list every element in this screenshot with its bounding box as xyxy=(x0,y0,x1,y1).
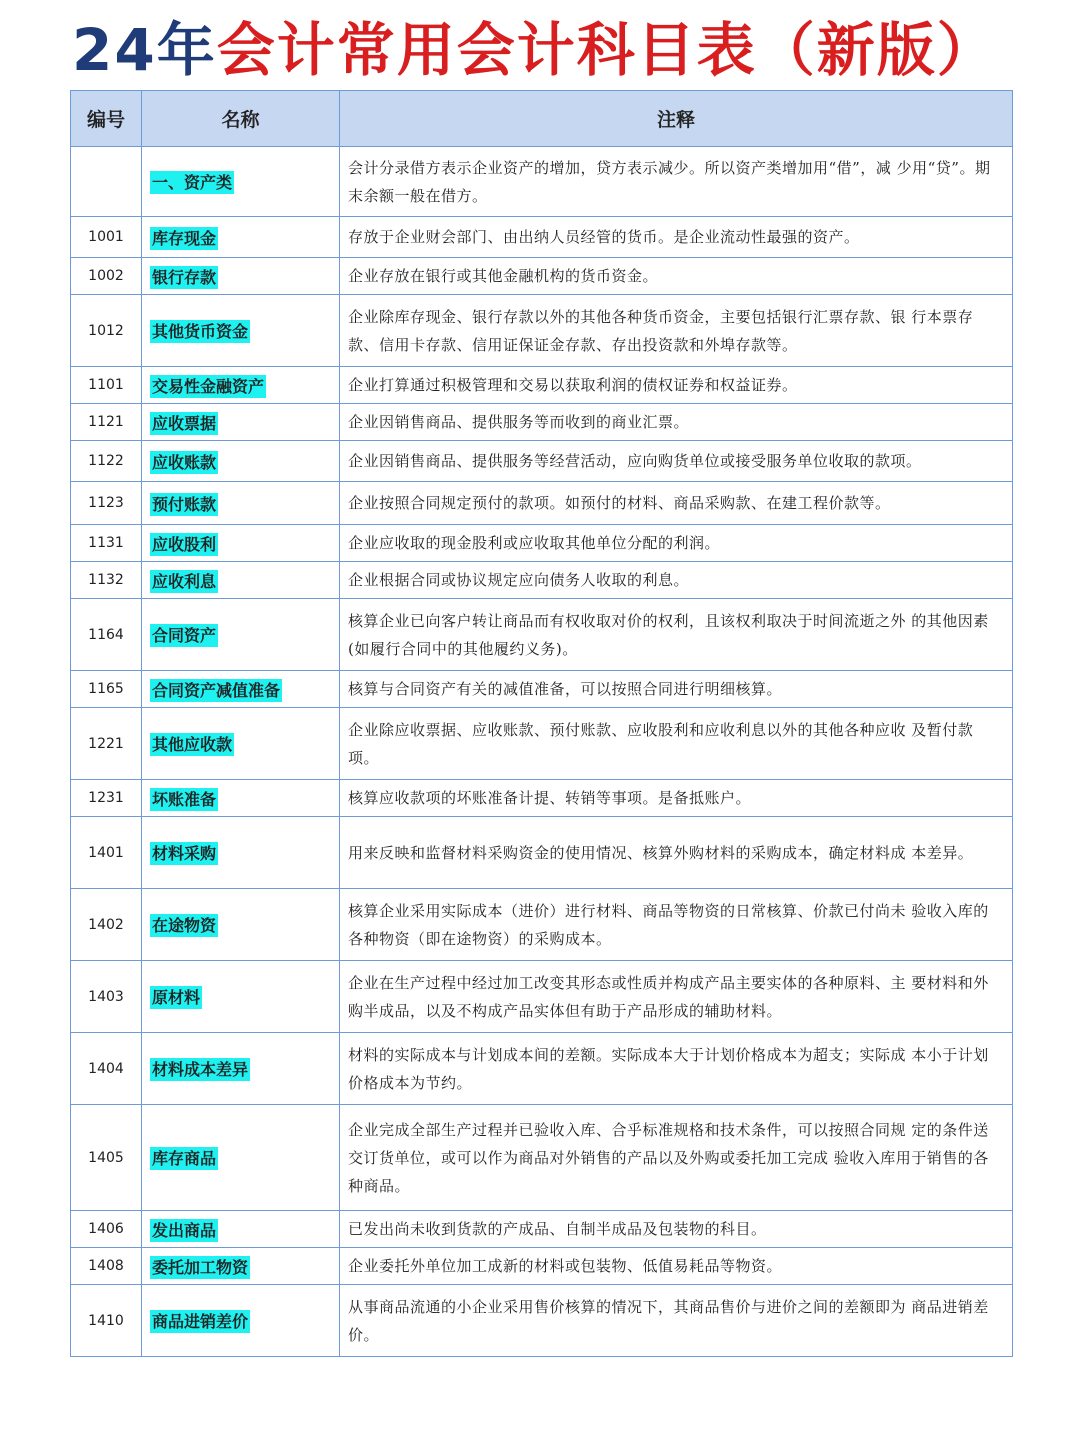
table-row xyxy=(71,889,1013,961)
accounts-table xyxy=(70,90,1013,1357)
account-name: 商品进销差价 xyxy=(152,1312,249,1331)
account-code: 1164 xyxy=(71,599,142,671)
account-code: 1405 xyxy=(71,1105,142,1211)
account-name-cell xyxy=(142,780,340,817)
account-note: 企业委托外单位加工成新的材料或包装物、低值易耗品等物资。 xyxy=(340,1248,1013,1285)
account-note: 企业打算通过积极管理和交易以获取利润的债权证券和权益证券。 xyxy=(340,367,1013,404)
account-name-cell xyxy=(142,482,340,525)
account-name-cell xyxy=(142,1248,340,1285)
table-row xyxy=(71,404,1013,441)
account-code: 1121 xyxy=(71,404,142,441)
account-name: 应收股利 xyxy=(152,534,217,554)
account-code: 1402 xyxy=(71,889,142,961)
account-note: 企业因销售商品、提供服务等经营活动，应向购货单位或接受服务单位收取的款项。 xyxy=(340,441,1013,482)
table-row xyxy=(71,367,1013,404)
table-row xyxy=(71,599,1013,671)
table-row xyxy=(71,295,1013,367)
account-name: 库存商品 xyxy=(152,1149,217,1168)
account-code: 1165 xyxy=(71,671,142,708)
table-row xyxy=(71,1285,1013,1357)
table-row xyxy=(71,708,1013,780)
account-note: 企业根据合同或协议规定应向债务人收取的利息。 xyxy=(340,562,1013,599)
account-name: 库存现金 xyxy=(152,228,217,248)
account-code: 1012 xyxy=(71,295,142,367)
account-name-cell xyxy=(142,671,340,708)
account-name-cell xyxy=(142,295,340,367)
account-name-cell xyxy=(142,404,340,441)
account-note: 核算企业已向客户转让商品而有权收取对价的权利，且该权利取决于时间流逝之外 的其他因素(如履行合同中的其他履约义务)。 xyxy=(340,599,1013,671)
account-name-cell xyxy=(142,367,340,404)
table-row xyxy=(71,562,1013,599)
account-name-cell xyxy=(142,817,340,889)
account-code: 1404 xyxy=(71,1033,142,1105)
account-name: 发出商品 xyxy=(152,1220,217,1240)
account-name-cell xyxy=(142,525,340,562)
account-name-cell xyxy=(142,1105,340,1211)
account-name: 交易性金融资产 xyxy=(152,376,265,396)
account-name: 委托加工物资 xyxy=(152,1257,249,1277)
account-name: 预付账款 xyxy=(152,494,217,514)
account-name: 应收利息 xyxy=(152,571,217,591)
account-note: 材料的实际成本与计划成本间的差额。实际成本大于计划价格成本为超支；实际成 本小于计划价格成本为节约。 xyxy=(340,1033,1013,1105)
page-title xyxy=(72,10,997,90)
account-code: 1001 xyxy=(71,217,142,258)
account-code: 1406 xyxy=(71,1211,142,1248)
table-header-row xyxy=(71,91,1013,147)
table-row xyxy=(71,217,1013,258)
account-name-cell xyxy=(142,562,340,599)
account-code: 1122 xyxy=(71,441,142,482)
table-body xyxy=(71,147,1013,1357)
table-row xyxy=(71,258,1013,295)
table-row xyxy=(71,441,1013,482)
account-name: 坏账准备 xyxy=(152,789,217,809)
account-name-cell xyxy=(142,1211,340,1248)
account-name-cell xyxy=(142,1285,340,1357)
header-name: 名称 xyxy=(142,91,340,147)
table-row xyxy=(71,1248,1013,1285)
account-name: 合同资产 xyxy=(152,626,217,645)
account-note: 从事商品流通的小企业采用售价核算的情况下，其商品售价与进价之间的差额即为 商品进销差价。 xyxy=(340,1285,1013,1357)
table-row xyxy=(71,147,1013,217)
account-name: 原材料 xyxy=(152,988,201,1007)
account-note: 企业因销售商品、提供服务等而收到的商业汇票。 xyxy=(340,404,1013,441)
account-name: 合同资产减值准备 xyxy=(152,680,281,700)
account-name-cell xyxy=(142,1033,340,1105)
table-row xyxy=(71,780,1013,817)
account-note: 核算应收款项的坏账准备计提、转销等事项。是备抵账户。 xyxy=(340,780,1013,817)
account-note: 核算与合同资产有关的减值准备，可以按照合同进行明细核算。 xyxy=(340,671,1013,708)
account-note: 企业应收取的现金股利或应收取其他单位分配的利润。 xyxy=(340,525,1013,562)
table-row xyxy=(71,482,1013,525)
table-row xyxy=(71,1033,1013,1105)
account-code: 1403 xyxy=(71,961,142,1033)
account-name: 在途物资 xyxy=(152,916,217,935)
account-name-cell xyxy=(142,441,340,482)
account-name: 应收账款 xyxy=(152,452,217,472)
account-note: 企业在生产过程中经过加工改变其形态或性质并构成产品主要实体的各种原料、主 要材料和外购半成品，以及不构成产品实体但有助于产品形成的辅助材料。 xyxy=(340,961,1013,1033)
account-name: 材料成本差异 xyxy=(152,1060,249,1079)
account-name: 材料采购 xyxy=(152,844,217,863)
account-name: 其他货币资金 xyxy=(152,322,249,341)
account-name-cell xyxy=(142,217,340,258)
account-name-cell xyxy=(142,708,340,780)
account-note: 企业存放在银行或其他金融机构的货币资金。 xyxy=(340,258,1013,295)
account-code: 1410 xyxy=(71,1285,142,1357)
table-row xyxy=(71,1105,1013,1211)
header-code: 编号 xyxy=(71,91,142,147)
account-note: 用来反映和监督材料采购资金的使用情况、核算外购材料的采购成本，确定材料成 本差异。 xyxy=(340,817,1013,889)
table-row xyxy=(71,817,1013,889)
account-name: 其他应收款 xyxy=(152,735,233,754)
account-code: 1123 xyxy=(71,482,142,525)
header-note: 注释 xyxy=(340,91,1013,147)
account-name: 应收票据 xyxy=(152,413,217,433)
table-row xyxy=(71,1211,1013,1248)
account-name-cell xyxy=(142,889,340,961)
account-name-cell xyxy=(142,961,340,1033)
account-note: 核算企业采用实际成本（进价）进行材料、商品等物资的日常核算、价款已付尚未 验收入库的各种物资（即在途物资）的采购成本。 xyxy=(340,889,1013,961)
table-row xyxy=(71,671,1013,708)
account-code: 1101 xyxy=(71,367,142,404)
account-code: 1132 xyxy=(71,562,142,599)
account-code: 1221 xyxy=(71,708,142,780)
title-main: 会计常用会计科目表（新版） xyxy=(216,16,997,84)
account-name-cell xyxy=(142,147,340,217)
account-code: 1408 xyxy=(71,1248,142,1285)
account-note: 企业按照合同规定预付的款项。如预付的材料、商品采购款、在建工程价款等。 xyxy=(340,482,1013,525)
account-name: 一、资产类 xyxy=(152,173,233,192)
account-name: 银行存款 xyxy=(152,267,217,287)
account-note: 企业除应收票据、应收账款、预付账款、应收股利和应收利息以外的其他各种应收 及暂付款项。 xyxy=(340,708,1013,780)
account-name-cell xyxy=(142,258,340,295)
account-code: 1131 xyxy=(71,525,142,562)
account-code: 1231 xyxy=(71,780,142,817)
account-note: 存放于企业财会部门、由出纳人员经管的货币。是企业流动性最强的资产。 xyxy=(340,217,1013,258)
table-row xyxy=(71,961,1013,1033)
account-note: 会计分录借方表示企业资产的增加，贷方表示减少。所以资产类增加用“借”，减 少用“贷”。期末余额一般在借方。 xyxy=(340,147,1013,217)
account-code: 1002 xyxy=(71,258,142,295)
account-note: 已发出尚未收到货款的产成品、自制半成品及包装物的科目。 xyxy=(340,1211,1013,1248)
account-note: 企业除库存现金、银行存款以外的其他各种货币资金，主要包括银行汇票存款、银 行本票存款、信用卡存款、信用证保证金存款、存出投资款和外埠存款等。 xyxy=(340,295,1013,367)
account-note: 企业完成全部生产过程并已验收入库、合乎标准规格和技术条件，可以按照合同规 定的条件送交订货单位，或可以作为商品对外销售的产品以及外购或委托加工完成 验收入库用于销售的各种商品。 xyxy=(340,1105,1013,1211)
title-year: 24年 xyxy=(72,16,217,84)
table-row xyxy=(71,525,1013,562)
account-name-cell xyxy=(142,599,340,671)
account-code xyxy=(71,147,142,217)
account-code: 1401 xyxy=(71,817,142,889)
